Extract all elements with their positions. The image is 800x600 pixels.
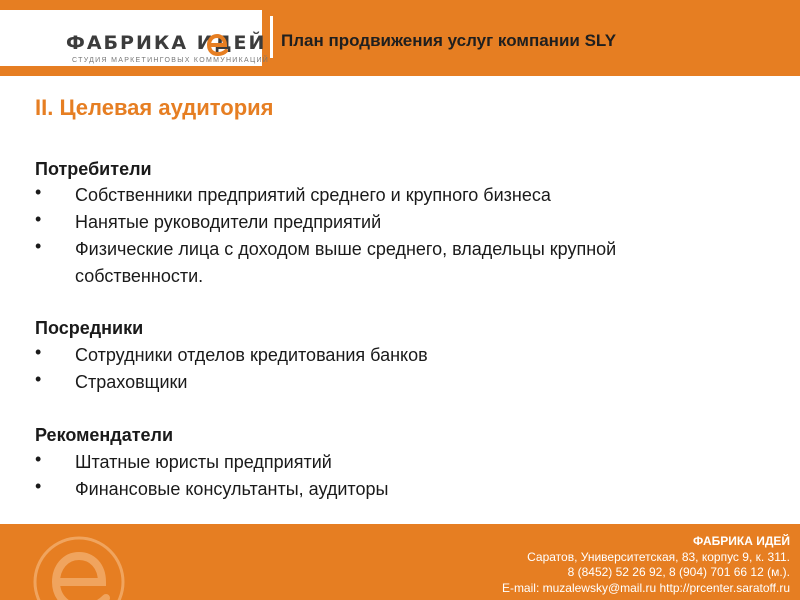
bullet-icon: • — [35, 209, 42, 229]
header-title: План продвижения услуг компании SLY — [281, 31, 617, 50]
bullet-icon: • — [35, 369, 42, 389]
footer-contact — [502, 534, 790, 596]
logo-subtitle: СТУДИЯ МАРКЕТИНГОВЫХ КОММУНИКАЦИЙ — [72, 57, 270, 64]
list-item-text: Сотрудники отделов кредитования банков — [75, 345, 428, 365]
section-heading: Посредники — [35, 318, 144, 338]
bullet-icon: • — [35, 342, 42, 362]
logo-name: ФАБРИКА ИДЕЙ — [66, 32, 267, 54]
footer-contacts: E-mail: muzalewsky@mail.ru http://prcenter.saratoff.ru — [501, 580, 790, 595]
footer-phones: 8 (8452) 52 26 92, 8 (904) 701 66 12 (м.). — [567, 565, 790, 579]
logo — [0, 10, 270, 66]
bullet-icon: • — [35, 449, 42, 469]
list-item-text: Физические лица с доходом выше среднего, владельцы крупной собственности. — [75, 239, 617, 286]
list-item-text: Нанятые руководители предприятий — [75, 212, 382, 232]
footer-address: Саратов, Университетская, 83, корпус 9, к. 311. — [527, 549, 790, 564]
bullet-icon: • — [35, 476, 42, 496]
footer-company: ФАБРИКА ИДЕЙ — [693, 534, 790, 548]
footer-e-watermark-icon — [24, 524, 134, 600]
header-divider — [270, 16, 273, 58]
list-item-text: Финансовые консультанты, аудиторы — [75, 479, 389, 499]
footer-bar — [0, 524, 800, 600]
logo-e-icon — [203, 30, 233, 60]
slide-title: II. Целевая аудитория — [35, 95, 274, 120]
header-bar — [0, 0, 800, 76]
bullet-icon: • — [35, 236, 42, 256]
list-item-text: Штатные юристы предприятий — [75, 452, 332, 472]
list-item-text: Страховщики — [75, 372, 188, 392]
list-item-text: Собственники предприятий среднего и крупного бизнеса — [75, 185, 551, 205]
section-heading: Рекомендатели — [35, 425, 174, 445]
section-heading: Потребители — [35, 159, 152, 179]
bullet-icon: • — [35, 182, 42, 202]
